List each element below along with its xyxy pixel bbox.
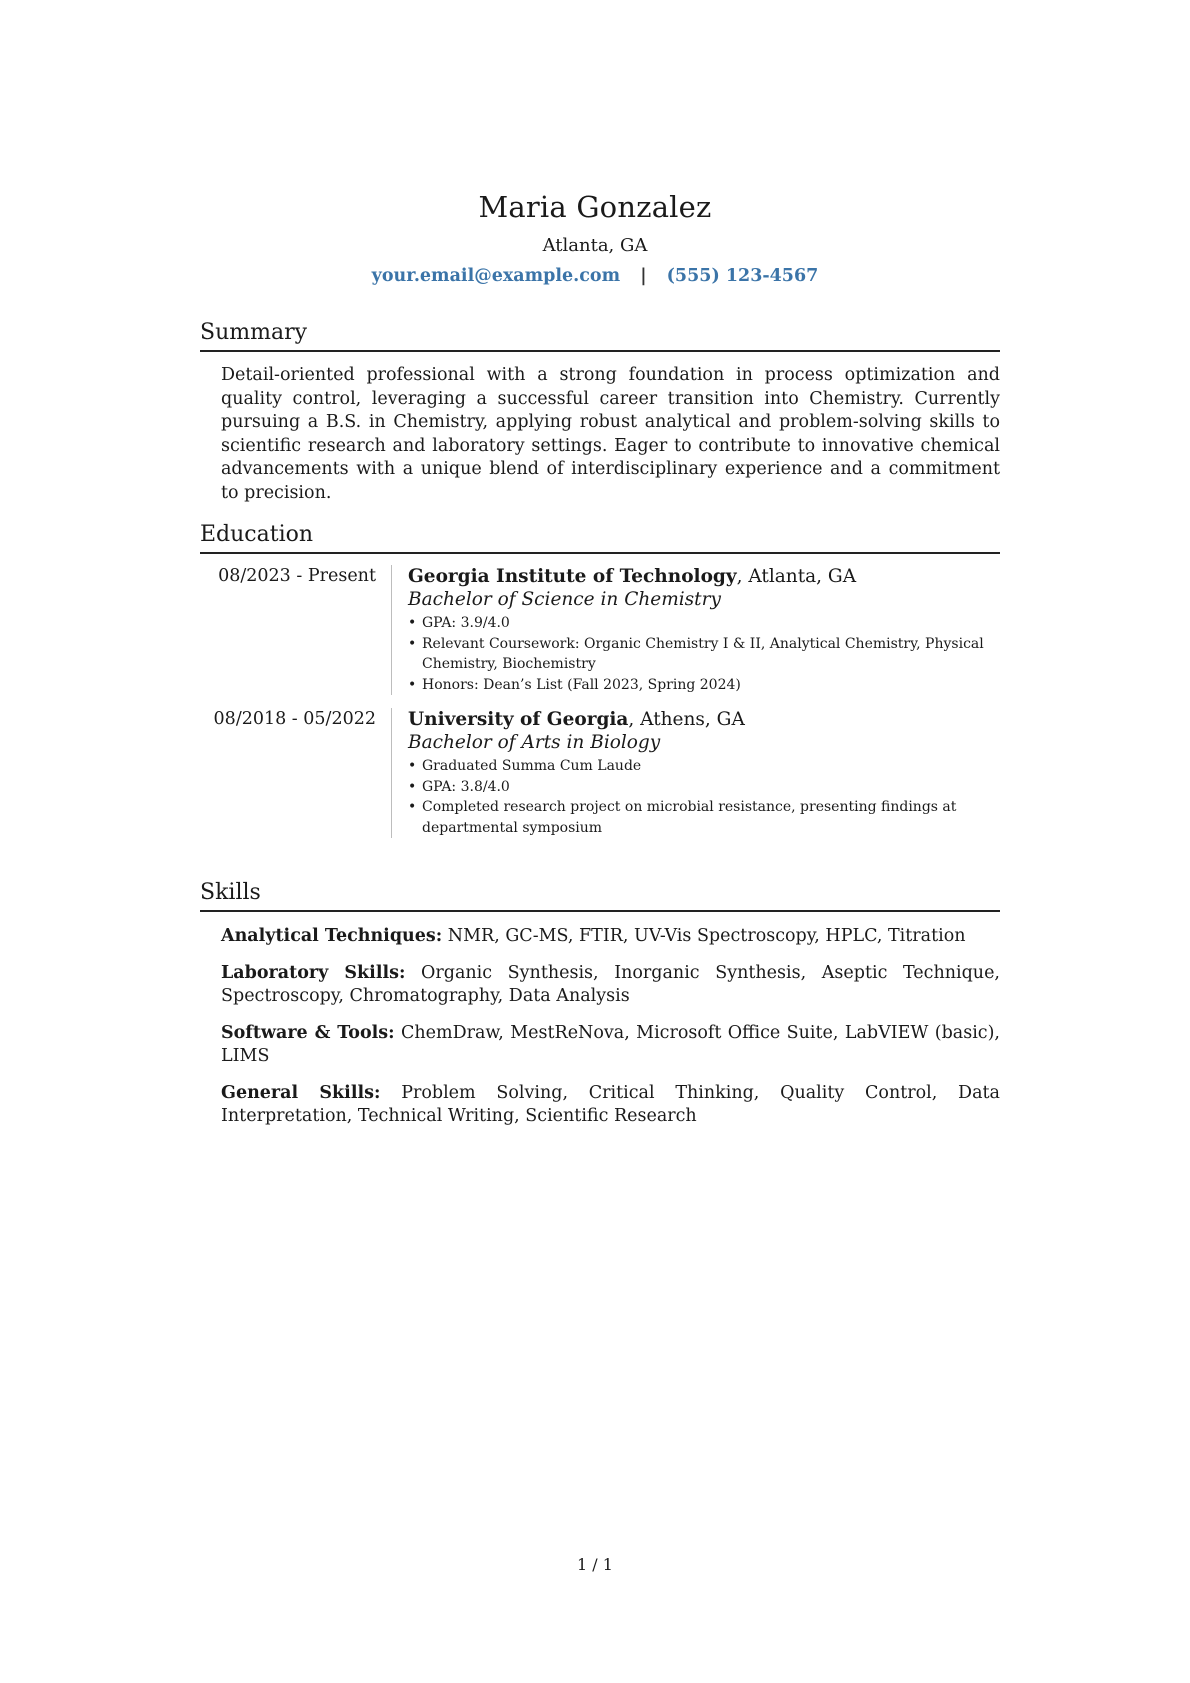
education-section xyxy=(200,520,1000,838)
contact-line xyxy=(0,266,1190,286)
education-entry xyxy=(200,565,1000,695)
list-item: • Honors: Dean’s List (Fall 2023, Spring 2024) xyxy=(408,675,1000,696)
email-link[interactable]: your.email@example.com xyxy=(371,266,621,286)
list-item: • Relevant Coursework: Organic Chemistry I & II, Analytical Chemistry, Physical Chemistry, Biochemistry xyxy=(408,634,1000,675)
list-item: • Completed research project on microbial resistance, presenting findings at departmental symposium xyxy=(408,797,1000,838)
phone-link[interactable]: (555) 123-4567 xyxy=(666,266,819,286)
list-item: • GPA: 3.8/4.0 xyxy=(408,777,1000,798)
section-divider xyxy=(200,350,1000,352)
resume-header xyxy=(0,190,1190,286)
skill-label: Analytical Techniques: xyxy=(221,926,443,946)
skill-value: Problem Solving, Critical Thinking, Quality Control, Data Interpretation, Technical Writing, Scientific Research xyxy=(221,1082,1000,1126)
section-divider xyxy=(200,552,1000,554)
skill-row xyxy=(221,925,1000,949)
section-title-summary: Summary xyxy=(200,320,308,345)
summary-text: Detail-oriented professional with a strong foundation in process optimization and quality control, leveraging a successful career transition into Chemistry. Currently pursuing a B.S. in Chemistry, applying robust analytical and problem-solving skills to scientific research and laboratory settings. Eager to contribute to innovative chemical advancements with a unique blend of interdisciplinary experience and a commitment to precision. xyxy=(221,365,1000,503)
skill-value: NMR, GC-MS, FTIR, UV-Vis Spectroscopy, HPLC, Titration xyxy=(442,926,966,946)
section-title-education: Education xyxy=(200,522,314,547)
skill-value: ChemDraw, MestReNova, Microsoft Office Suite, LabVIEW (basic), LIMS xyxy=(221,1022,1000,1066)
school-location: , Atlanta, GA xyxy=(736,566,857,587)
section-divider xyxy=(200,910,1000,912)
page-number: 1 / 1 xyxy=(577,1555,613,1574)
section-title-skills: Skills xyxy=(200,880,261,905)
school-name: University of Georgia xyxy=(408,709,629,730)
education-dates: 08/2023 - Present xyxy=(218,566,376,586)
candidate-location: Atlanta, GA xyxy=(542,235,648,256)
education-details xyxy=(408,756,1000,838)
skills-section xyxy=(200,878,1000,1129)
list-item: • Graduated Summa Cum Laude xyxy=(408,756,1000,777)
degree: Bachelor of Science in Chemistry xyxy=(408,589,721,610)
school-location: , Athens, GA xyxy=(628,709,745,730)
degree: Bachelor of Arts in Biology xyxy=(408,732,661,753)
education-entry xyxy=(200,708,1000,838)
education-school-line xyxy=(408,565,1000,588)
education-dates: 08/2018 - 05/2022 xyxy=(213,709,376,729)
skill-label: Software & Tools: xyxy=(221,1022,395,1043)
list-item: • GPA: 3.9/4.0 xyxy=(408,613,1000,634)
skill-label: Laboratory Skills: xyxy=(221,962,406,983)
education-details xyxy=(408,613,1000,695)
skill-value: Organic Synthesis, Inorganic Synthesis, Aseptic Technique, Spectroscopy, Chromatography, Data Analysis xyxy=(221,962,1000,1006)
skill-row xyxy=(221,962,1000,1009)
skill-row xyxy=(221,1022,1000,1069)
school-name: Georgia Institute of Technology xyxy=(408,566,737,587)
education-school-line xyxy=(408,708,1000,731)
contact-separator: | xyxy=(640,266,647,286)
candidate-name: Maria Gonzalez xyxy=(478,190,712,224)
skill-row xyxy=(221,1082,1000,1129)
skill-label: General Skills: xyxy=(221,1082,381,1103)
summary-section xyxy=(200,318,1000,505)
